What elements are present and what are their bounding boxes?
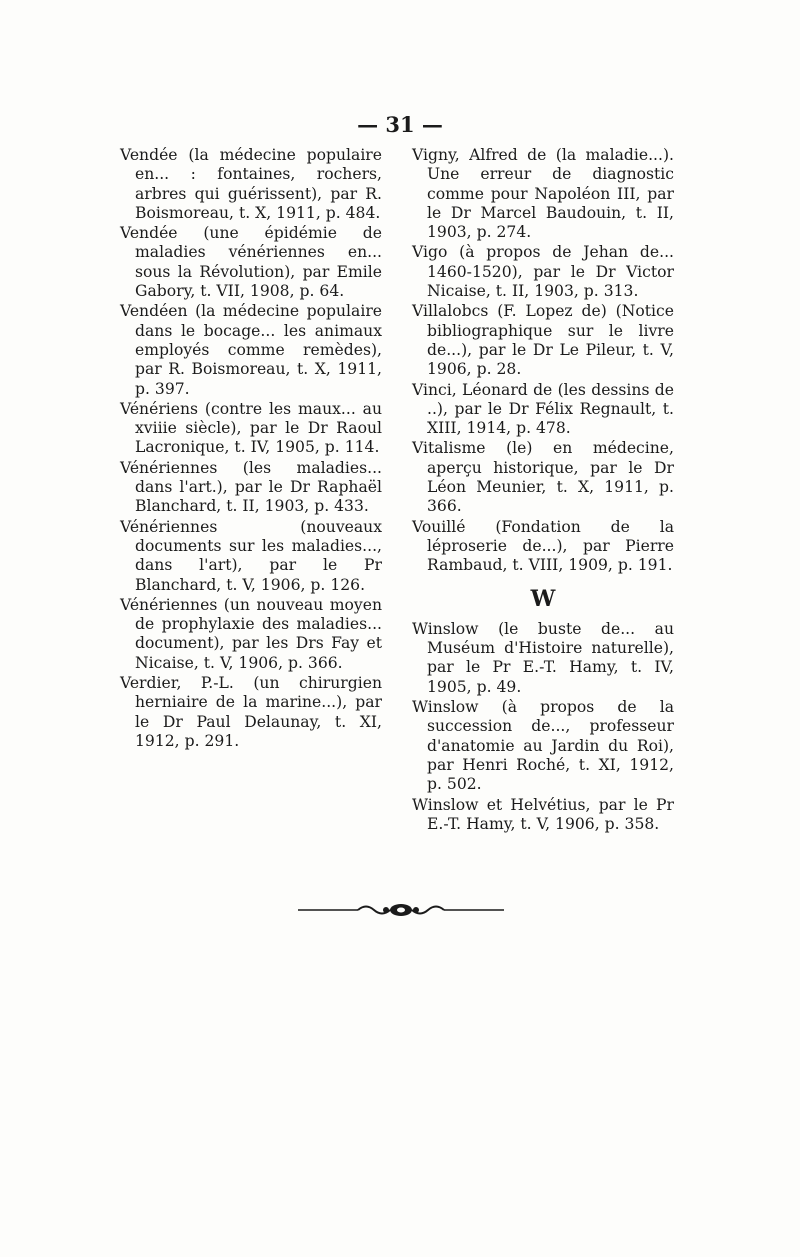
index-entry: Vouillé (Fondation de la léproserie de...), par Pierre Rambaud, t. VIII, 1909, p. 191. bbox=[412, 517, 674, 575]
index-entry: Vendée (la médecine populaire en... : fontaines, rochers, arbres qui guérissent), par R. Boismoreau, t. X, 1911, p. 484. bbox=[120, 146, 382, 222]
index-entry: Vendée (une épidémie de maladies vénériennes en... sous la Révolution), par Emile Gabory, t. VII, 1908, p. 64. bbox=[120, 224, 382, 301]
index-entry: Vigny, Alfred de (la maladie...). Une erreur de diagnostic comme pour Napoléon III, par le Dr Marcel Baudouin, t. II, 1903, p. 274. bbox=[412, 146, 674, 242]
index-entry: Vénériens (contre les maux... au xviiie siècle), par le Dr Raoul Lacronique, t. IV, 1905, p. 114. bbox=[120, 399, 382, 457]
page-number: — 31 — bbox=[357, 112, 443, 137]
section-letter: W bbox=[530, 585, 556, 612]
index-entry: Vendéen (la médecine populaire dans le bocage... les animaux employés comme remèdes), par R. Boismoreau, t. X, 1911, p. 397. bbox=[120, 302, 382, 398]
tailpiece-ornament-icon bbox=[296, 900, 506, 920]
index-entry: Vitalisme (le) en médecine, aperçu historique, par le Dr Léon Meunier, t. X, 1911, p. 366. bbox=[412, 439, 674, 516]
index-entry: Vinci, Léonard de (les dessins de ..), par le Dr Félix Regnault, t. XIII, 1914, p. 478. bbox=[412, 380, 674, 438]
index-entry: Winslow (à propos de la succession de..., professeur d'anatomie au Jardin du Roi), par Henri Roché, t. XI, 1912, p. 502. bbox=[412, 698, 674, 794]
left-column bbox=[120, 146, 382, 752]
index-entry: Vigo (à propos de Jehan de... 1460-1520), par le Dr Victor Nicaise, t. II, 1903, p. 313. bbox=[412, 243, 674, 301]
index-entry: Vénériennes (nouveaux documents sur les maladies..., dans l'art), par le Pr Blanchard, t. V, 1906, p. 126. bbox=[120, 517, 382, 594]
index-entry: Verdier, P.-L. (un chirurgien herniaire de la marine...), par le Dr Paul Delaunay, t. XI, 1912, p. 291. bbox=[120, 674, 382, 750]
index-entry: Winslow et Helvétius, par le Pr E.-T. Hamy, t. V, 1906, p. 358. bbox=[412, 795, 674, 833]
index-entry: Vénériennes (un nouveau moyen de prophylaxie des maladies... document), par les Drs Fay et Nicaise, t. V, 1906, p. 366. bbox=[120, 595, 382, 672]
index-entry: Winslow (le buste de... au Muséum d'Histoire naturelle), par le Pr E.-T. Hamy, t. IV, 1905, p. 49. bbox=[412, 619, 674, 696]
index-entry: Villalobcs (F. Lopez de) (Notice bibliographique sur le livre de...), par le Dr Le Pileur, t. V, 1906, p. 28. bbox=[412, 302, 674, 379]
index-entry: Vénériennes (les maladies... dans l'art.), par le Dr Raphaël Blanchard, t. II, 1903, p. 433. bbox=[120, 458, 382, 516]
right-column bbox=[412, 146, 674, 835]
